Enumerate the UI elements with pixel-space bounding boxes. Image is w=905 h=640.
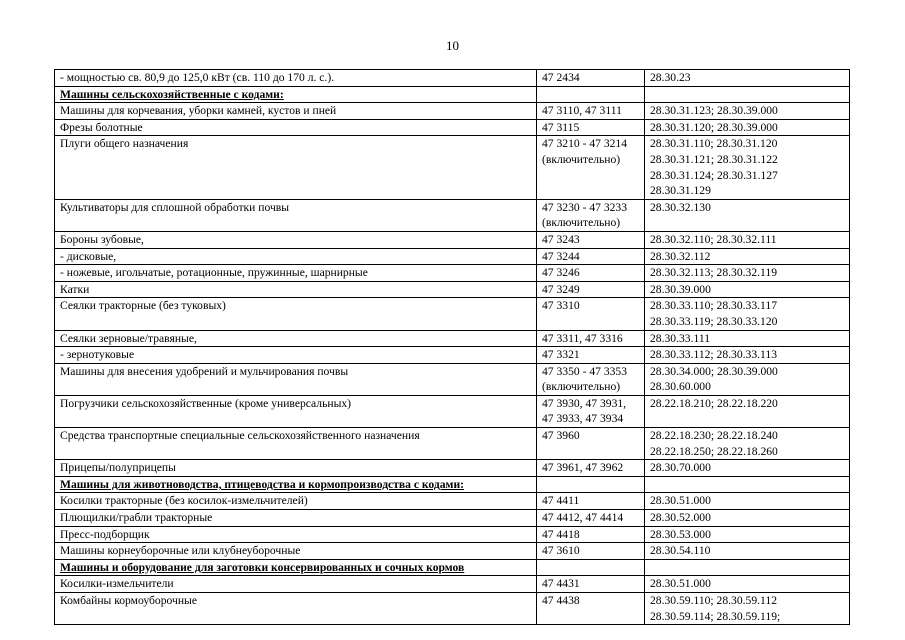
okpd-code-cell: 28.30.32.110; 28.30.32.111 bbox=[645, 231, 850, 248]
machine-name-cell: Косилки тракторные (без косилок-измельчителей) bbox=[55, 493, 537, 510]
table-row bbox=[55, 281, 850, 298]
table-row bbox=[55, 510, 850, 527]
okp-code-cell: 47 4412, 47 4414 bbox=[537, 510, 645, 527]
okpd-code-cell: 28.30.51.000 bbox=[645, 493, 850, 510]
machine-name-cell: Плющилки/грабли тракторные bbox=[55, 510, 537, 527]
table-row bbox=[55, 70, 850, 87]
okp-code-cell: 47 3210 - 47 3214 (включительно) bbox=[537, 136, 645, 199]
okp-code-cell: 47 3244 bbox=[537, 248, 645, 265]
okp-code-cell: 47 3321 bbox=[537, 347, 645, 364]
section-header-row bbox=[55, 86, 850, 103]
table-row bbox=[55, 395, 850, 427]
okpd-code-cell: 28.30.34.000; 28.30.39.000 28.30.60.000 bbox=[645, 363, 850, 395]
table-row bbox=[55, 265, 850, 282]
section-okpd-cell bbox=[645, 559, 850, 576]
okp-code-cell: 47 4431 bbox=[537, 576, 645, 593]
okpd-code-cell: 28.30.54.110 bbox=[645, 543, 850, 560]
table-row bbox=[55, 593, 850, 625]
okp-code-cell: 47 3311, 47 3316 bbox=[537, 330, 645, 347]
machine-name-cell: Катки bbox=[55, 281, 537, 298]
okp-code-cell: 47 3246 bbox=[537, 265, 645, 282]
section-header-row bbox=[55, 559, 850, 576]
section-code-cell bbox=[537, 86, 645, 103]
section-title bbox=[55, 559, 537, 576]
machine-name-cell: - дисковые, bbox=[55, 248, 537, 265]
okp-code-cell: 47 3350 - 47 3353 (включительно) bbox=[537, 363, 645, 395]
table-row bbox=[55, 199, 850, 231]
okpd-code-cell: 28.30.70.000 bbox=[645, 460, 850, 477]
okpd-code-cell: 28.30.51.000 bbox=[645, 576, 850, 593]
machine-name-cell: Погрузчики сельскохозяйственные (кроме универсальных) bbox=[55, 395, 537, 427]
okpd-code-cell: 28.30.31.110; 28.30.31.120 28.30.31.121; 28.30.31.122 28.30.31.124; 28.30.31.127 28.30.31.129 bbox=[645, 136, 850, 199]
okp-code-cell: 47 3230 - 47 3233 (включительно) bbox=[537, 199, 645, 231]
table-row bbox=[55, 298, 850, 330]
okp-code-cell: 47 3310 bbox=[537, 298, 645, 330]
table-row bbox=[55, 493, 850, 510]
section-title bbox=[55, 476, 537, 493]
okpd-code-cell: 28.22.18.230; 28.22.18.240 28.22.18.250; 28.22.18.260 bbox=[645, 428, 850, 460]
machine-name-cell: Культиваторы для сплошной обработки почвы bbox=[55, 199, 537, 231]
okpd-code-cell: 28.30.32.113; 28.30.32.119 bbox=[645, 265, 850, 282]
table-row bbox=[55, 330, 850, 347]
table-row bbox=[55, 347, 850, 364]
okpd-code-cell: 28.30.32.130 bbox=[645, 199, 850, 231]
section-title-text: Машины и оборудование для заготовки консервированных и сочных кормов bbox=[60, 560, 465, 574]
okp-code-cell: 47 2434 bbox=[537, 70, 645, 87]
table-row bbox=[55, 460, 850, 477]
machine-name-cell: - ножевые, игольчатые, ротационные, пружинные, шарнирные bbox=[55, 265, 537, 282]
table-row bbox=[55, 119, 850, 136]
machine-name-cell: Машины корнеуборочные или клубнеуборочные bbox=[55, 543, 537, 560]
okp-code-cell: 47 3961, 47 3962 bbox=[537, 460, 645, 477]
section-okpd-cell bbox=[645, 86, 850, 103]
section-code-cell bbox=[537, 559, 645, 576]
machine-name-cell: Пресс-подборщик bbox=[55, 526, 537, 543]
section-title-text: Машины сельскохозяйственные с кодами: bbox=[60, 87, 284, 101]
okp-code-cell: 47 4438 bbox=[537, 593, 645, 625]
machine-name-cell: Прицепы/полуприцепы bbox=[55, 460, 537, 477]
table-row bbox=[55, 231, 850, 248]
okp-code-cell: 47 3115 bbox=[537, 119, 645, 136]
table-row bbox=[55, 363, 850, 395]
okp-code-cell: 47 3243 bbox=[537, 231, 645, 248]
okp-code-cell: 47 3610 bbox=[537, 543, 645, 560]
machine-name-cell: Машины для корчевания, уборки камней, кустов и пней bbox=[55, 103, 537, 120]
machine-name-cell: Косилки-измельчители bbox=[55, 576, 537, 593]
section-header-row bbox=[55, 476, 850, 493]
okp-code-cell: 47 4418 bbox=[537, 526, 645, 543]
okpd-code-cell: 28.30.31.120; 28.30.39.000 bbox=[645, 119, 850, 136]
codes-table-body bbox=[55, 70, 850, 625]
okpd-code-cell: 28.30.31.123; 28.30.39.000 bbox=[645, 103, 850, 120]
okp-code-cell: 47 3960 bbox=[537, 428, 645, 460]
machine-name-cell: Сеялки зерновые/травяные, bbox=[55, 330, 537, 347]
table-row bbox=[55, 103, 850, 120]
machine-name-cell: - мощностью св. 80,9 до 125,0 кВт (св. 110 до 170 л. с.). bbox=[55, 70, 537, 87]
section-code-cell bbox=[537, 476, 645, 493]
okpd-code-cell: 28.30.32.112 bbox=[645, 248, 850, 265]
okp-code-cell: 47 3930, 47 3931, 47 3933, 47 3934 bbox=[537, 395, 645, 427]
okp-code-cell: 47 3249 bbox=[537, 281, 645, 298]
okpd-code-cell: 28.30.59.110; 28.30.59.112 28.30.59.114; 28.30.59.119; bbox=[645, 593, 850, 625]
section-title-text: Машины для животноводства, птицеводства и кормопроизводства с кодами: bbox=[60, 477, 464, 491]
section-okpd-cell bbox=[645, 476, 850, 493]
machine-name-cell: Сеялки тракторные (без туковых) bbox=[55, 298, 537, 330]
table-row bbox=[55, 136, 850, 199]
okpd-code-cell: 28.30.33.112; 28.30.33.113 bbox=[645, 347, 850, 364]
okpd-code-cell: 28.30.23 bbox=[645, 70, 850, 87]
machine-name-cell: Фрезы болотные bbox=[55, 119, 537, 136]
table-row bbox=[55, 543, 850, 560]
okpd-code-cell: 28.30.52.000 bbox=[645, 510, 850, 527]
table-row bbox=[55, 576, 850, 593]
okpd-code-cell: 28.30.53.000 bbox=[645, 526, 850, 543]
machine-name-cell: - зернотуковые bbox=[55, 347, 537, 364]
page-number: 10 bbox=[446, 38, 459, 53]
okp-code-cell: 47 3110, 47 3111 bbox=[537, 103, 645, 120]
table-row bbox=[55, 526, 850, 543]
machine-name-cell: Плуги общего назначения bbox=[55, 136, 537, 199]
machine-name-cell: Машины для внесения удобрений и мульчирования почвы bbox=[55, 363, 537, 395]
okpd-code-cell: 28.30.33.110; 28.30.33.117 28.30.33.119; 28.30.33.120 bbox=[645, 298, 850, 330]
okpd-code-cell: 28.30.33.111 bbox=[645, 330, 850, 347]
section-title bbox=[55, 86, 537, 103]
machine-name-cell: Комбайны кормоуборочные bbox=[55, 593, 537, 625]
table-row bbox=[55, 428, 850, 460]
machine-name-cell: Средства транспортные специальные сельскохозяйственного назначения bbox=[55, 428, 537, 460]
machine-name-cell: Бороны зубовые, bbox=[55, 231, 537, 248]
okp-code-cell: 47 4411 bbox=[537, 493, 645, 510]
okpd-code-cell: 28.30.39.000 bbox=[645, 281, 850, 298]
codes-table bbox=[54, 69, 850, 625]
table-row bbox=[55, 248, 850, 265]
okpd-code-cell: 28.22.18.210; 28.22.18.220 bbox=[645, 395, 850, 427]
